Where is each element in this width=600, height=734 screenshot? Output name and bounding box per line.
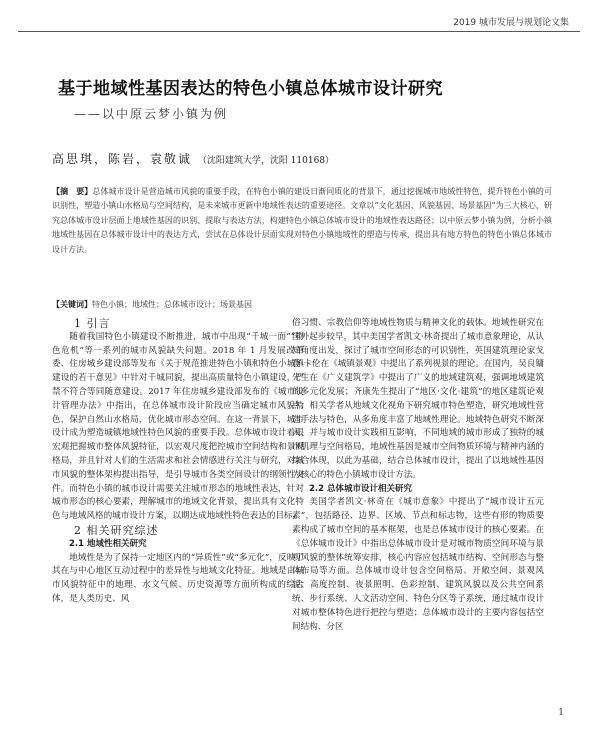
author-names: 高思琪，陈岩，袁敬诚 xyxy=(52,152,193,166)
left-column xyxy=(52,317,304,607)
section-heading-introduction: 1 引言 xyxy=(74,317,111,330)
paper-subtitle: ——以中原云梦小镇为例 xyxy=(74,107,229,121)
abstract-text: 总体城市设计是营造城市风貌的重要手段，在特色小镇的建设日渐同质化的背景下，通过挖掘城市地域性特色，提升特色小镇的可识别性，塑造小镇山水格局与空间结构，是未来城市更新中地域性表达的重要途径。文章以“文化基因、风貌基因、场景基因”为三大核心，研究总体城市设计层面上地域性基因的识别、提取与表达方法，构建特色小镇总体城市设计的地域性表达路径；以中原云梦小镇为例，分析小镇地域性基因在总体城市设计中的表达方式，尝试在总体设计层面实现对特色小镇地域性的塑造与传承，提出具有地方特色的特色小镇总体城市设计方法。 xyxy=(52,187,552,254)
body-paragraph-continued: 俗习惯、宗教信仰等地域性物质与精神文化的载体。地域性研究在国外起步较早，其中美国学者凯文·林奇提出了城市意象理论，从认知角度出发，探讨了城市空间形态的可识别性，英国建筑理论家戈登·卡伦在《城镇景观》中提出了系列视景的理论。在国内，吴良镛先生在《广义建筑学》中提出了广义的地域建筑观，强调地域建筑的多元化发展；齐康先生提出了“地区·文化·建筑”的地区建筑论观点；相关学者从地域文化视角下研究城市特色塑造，研究地域性营造手法与特色，从多角度丰富了地域性理论。地域特色研究不断深入，并与城市设计实践相互影响，不同地域的城市形成了独特的城市肌理与空间格局，地域性基因是城市空间物质环境与精神内涵的综合体现，以此为基础，结合总体城市设计，提出了以地域性基因为核心的特色小镇城市设计方法。 xyxy=(292,318,544,480)
journal-header: 2019 城市发展与规划论文集 xyxy=(453,18,569,28)
body-paragraph: 随着我国特色小镇建设不断推进，城市中出现“千城一面”“特色危机”等一系列的城市风貌缺失问题。2018 年 1 月发展改革委、住房城乡建设部等发布《关于规范推进特色小镇和特色小城镇建设的若干意见》中针对千城同貌，提出高质量特色小镇建设，严禁不符合等同随意建设。2017 年住房城乡建设部发布的《城市设计管理办法》中指出，在总体城市设计阶段应当确定城市风貌特色，保护自然山水格局，优化城市形态空间。在这一背景下，城市设计成为塑造城镇地域性特色风貌的重要手段。总体城市设计着眼宏观把握城市整体风貌特征，以宏观尺度把控城市空间结构和景观格局，并且针对人们的生活需求和社会情感进行关注与研究，对城市风貌的整体架构提出指导，是引导城市各类空间设计的纲领性文件。而特色小镇的城市设计需要关注城市形态的地域性表达，针对城市形态的核心要素，理解城市的地域文化背景，提出具有文化特色与地域风格的城市设计方案，以期达成地域性特色表达的目标。 xyxy=(52,331,304,522)
author-line xyxy=(52,150,334,167)
keywords xyxy=(52,299,552,310)
author-affiliation: （沈阳建筑大学，沈阳 110168） xyxy=(197,156,335,166)
subsection-heading-regionality: 2.1 地域性相关研究 xyxy=(69,538,147,549)
right-column xyxy=(292,317,544,634)
abstract xyxy=(52,184,552,257)
body-paragraph: 地域性是为了保持一定地区内的“异质性”或“多元化”，反映了其在与中心地区互动过程中的差异性与地域文化特征。地域是由城市风貌特征中的地理、水文气候、历史资源等方面所构成的综合体，是人类历史、风 xyxy=(52,552,304,604)
keywords-text: 特色小镇；地域性；总体城市设计；场景基因 xyxy=(92,300,252,309)
body-paragraph: 美国学者凯文·林奇在《城市意象》中提出了“城市设计五元素”，包括路径、边界、区域、节点和标志物，这些有形的物质要素构成了城市空间的基本框架，也是总体城市设计的核心要素。在《总体城市设计》中指出总体城市设计是对城市物质空间环境与景观风貌的整体统筹安排，核心内容应包括城市结构、空间形态与整体布局等方面。总体城市设计包含空间格局、开敞空间、景观风貌、高度控制、夜景照明、色彩控制、建筑风貌以及公共空间系统、步行系统、人文活动空间、特色分区等子系统，通过城市设计对城市整体特色进行把控与塑造；总体城市设计的主要内容包括空间结构、分区 xyxy=(292,497,544,632)
abstract-label: 【摘 要】 xyxy=(52,186,93,196)
page-number: 1 xyxy=(558,708,564,718)
subsection-heading-overall-urban-design: 2.2 总体城市设计相关研究 xyxy=(309,483,413,494)
section-heading-literature-review: 2 相关研究综述 xyxy=(74,523,159,537)
paper-title: 基于地域性基因表达的特色小镇总体城市设计研究 xyxy=(58,79,443,99)
header-divider xyxy=(18,31,580,32)
keywords-label: 【关键词】 xyxy=(52,299,92,309)
